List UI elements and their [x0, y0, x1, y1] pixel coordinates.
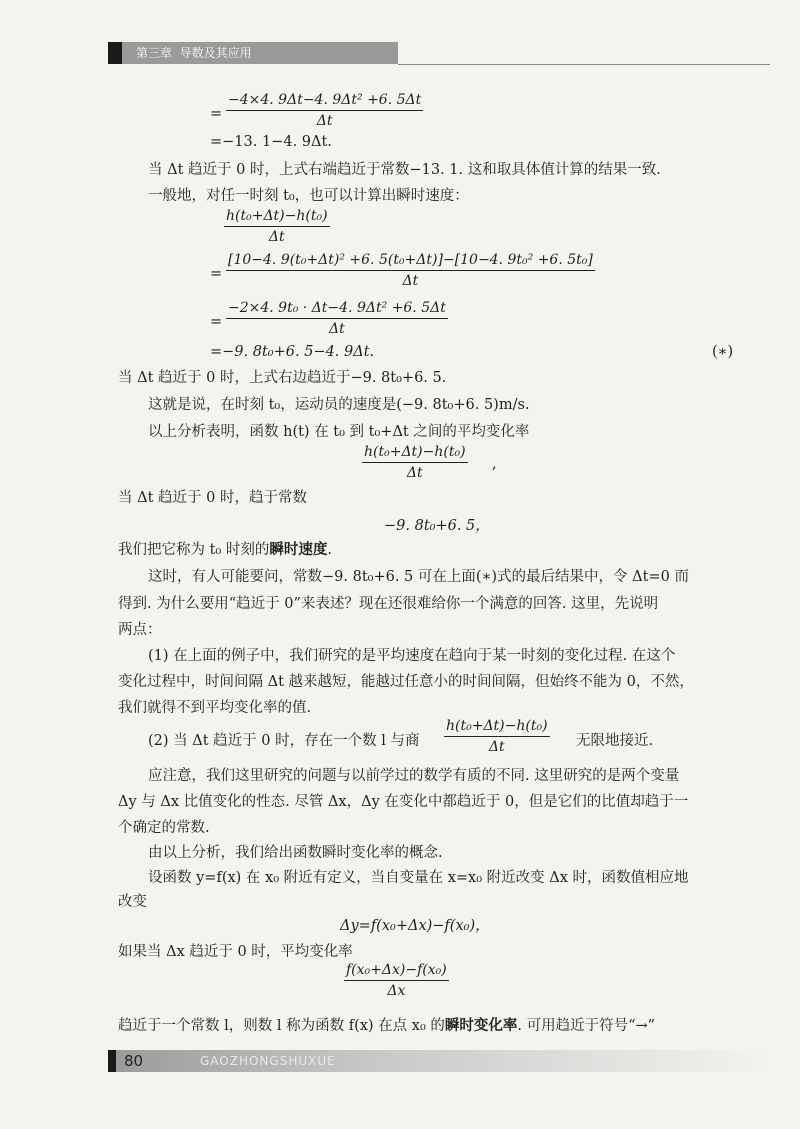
header-rule [398, 64, 770, 65]
fraction-4-num: −2×4. 9t₀ · Δt−4. 9Δt² +6. 5Δt [228, 300, 446, 316]
fraction-bar [226, 270, 595, 271]
equation-line: =−13. 1−4. 9Δt. [210, 134, 332, 150]
fraction-5-den: Δt [406, 465, 423, 481]
paragraph-line: 这时，有人可能要问，常数−9. 8t₀+6. 5 可在上面(∗)式的最后结果中，令 Δt=0 而 [148, 569, 689, 585]
paragraph-line: 设函数 y=f(x) 在 x₀ 附近有定义，当自变量在 x=x₀ 附近改变 Δx 时，函数值相应地 [148, 870, 689, 886]
bold-term: 瞬时变化率 [444, 1018, 518, 1034]
paragraph-line: 由以上分析，我们给出函数瞬时变化率的概念. [148, 845, 443, 861]
fraction-bar [444, 736, 550, 737]
chapter-title: 导数及其应用 [179, 46, 252, 60]
eq-sign: = [210, 106, 223, 122]
fraction-bar [362, 462, 468, 463]
paragraph-line: 以上分析表明，函数 h(t) 在 t₀ 到 t₀+Δt 之间的平均变化率 [148, 424, 530, 440]
fraction-1-num: −4×4. 9Δt−4. 9Δt² +6. 5Δt [228, 92, 422, 108]
paragraph-line: 个确定的常数. [118, 820, 210, 836]
running-header [136, 44, 252, 61]
fraction-7-den: Δx [387, 983, 406, 999]
equation-line: Δy=f(x₀+Δx)−f(x₀)， [340, 918, 490, 934]
fraction-bar [224, 226, 330, 227]
footer-series-text: GAOZHONGSHUXUE [200, 1054, 336, 1068]
paragraph-line: (2) 当 Δt 趋近于 0 时，存在一个数 l 与商 [148, 733, 420, 749]
punctuation: , [492, 456, 497, 472]
fraction-4-den: Δt [329, 321, 345, 337]
fraction-3-num: [10−4. 9(t₀+Δt)² +6. 5(t₀+Δt)]−[10−4. 9t₀² +6. 5t₀] [228, 252, 593, 268]
paragraph-line: 应注意，我们这里研究的问题与以前学过的数学有质的不同. 这里研究的是两个变量 [148, 768, 680, 784]
fraction-6-num: h(t₀+Δt)−h(t₀) [446, 718, 548, 734]
paragraph-line: 无限地接近. [576, 733, 654, 749]
bold-term: 瞬时速度 [269, 542, 328, 558]
paragraph-line: 我们就得不到平均变化率的值. [118, 700, 312, 716]
header-accent-block [108, 42, 122, 64]
fraction-3-den: Δt [402, 273, 419, 289]
fraction-2-den: Δt [268, 229, 285, 245]
fraction-bar [344, 980, 449, 981]
fraction-6-den: Δt [488, 739, 505, 755]
equation-line: =−9. 8t₀+6. 5−4. 9Δt. [210, 344, 375, 360]
paragraph-line: 改变 [118, 894, 147, 910]
fraction-bar [226, 318, 448, 319]
paragraph-line: 当 Δt 趋近于 0 时，上式右端趋近于常数−13. 1. 这和取具体值计算的结果一致. [148, 162, 661, 178]
paragraph-line: Δy 与 Δx 比值变化的性态. 尽管 Δx，Δy 在变化中都趋近于 0，但是它们的比值却趋于一 [118, 794, 689, 810]
fraction-1-den: Δt [316, 113, 333, 129]
definition-line [118, 1016, 655, 1036]
definition-end: . 可用趋近于符号“→” [517, 1018, 656, 1034]
fraction-5 [362, 444, 468, 481]
paragraph-line: (1) 在上面的例子中，我们研究的是平均速度在趋向于某一时刻的变化过程. 在这个 [148, 648, 676, 664]
page-number: 80 [124, 1052, 144, 1070]
fraction-6 [444, 718, 550, 755]
definition-text: 趋近于一个常数 l，则数 l 称为函数 f(x) 在点 x₀ 的 [118, 1018, 445, 1034]
fraction-7-num: f(x₀+Δx)−f(x₀) [346, 962, 447, 978]
fraction-2-num: h(t₀+Δt)−h(t₀) [226, 208, 328, 224]
paragraph-line: 两点： [118, 622, 162, 638]
definition-line [118, 540, 332, 560]
footer-accent-block [108, 1050, 116, 1072]
paragraph-line: 变化过程中，时间间隔 Δt 越来越短，能越过任意小的时间间隔，但始终不能为 0，不然， [118, 674, 694, 690]
paragraph-line: 如果当 Δx 趋近于 0 时，平均变化率 [118, 944, 353, 960]
paragraph-line: 当 Δt 趋近于 0 时，上式右边趋近于−9. 8t₀+6. 5. [118, 370, 447, 386]
equation-line: −9. 8t₀+6. 5， [384, 518, 490, 534]
fraction-4 [226, 300, 448, 337]
equation-tag: (∗) [712, 344, 734, 360]
fraction-3 [226, 252, 595, 289]
chapter-label: 第三章 [136, 46, 173, 60]
definition-text: 我们把它称为 t₀ 时刻的 [118, 542, 270, 558]
paragraph-line: 当 Δt 趋近于 0 时，趋于常数 [118, 490, 307, 506]
paragraph-line: 这就是说，在时刻 t₀，运动员的速度是(−9. 8t₀+6. 5)m/s. [148, 397, 530, 413]
fraction-1 [226, 92, 423, 129]
paragraph-line: 得到. 为什么要用“趋近于 0”来表述？现在还很难给你一个满意的回答. 这里，先说明 [118, 596, 659, 612]
paragraph-line: 一般地，对任一时刻 t₀，也可以计算出瞬时速度： [148, 188, 469, 204]
fraction-bar [226, 110, 423, 111]
eq-sign: = [210, 314, 223, 330]
eq-sign: = [210, 266, 223, 282]
fraction-2 [224, 208, 330, 245]
fraction-7 [344, 962, 449, 999]
fraction-5-num: h(t₀+Δt)−h(t₀) [364, 444, 466, 460]
definition-end: . [327, 542, 332, 558]
